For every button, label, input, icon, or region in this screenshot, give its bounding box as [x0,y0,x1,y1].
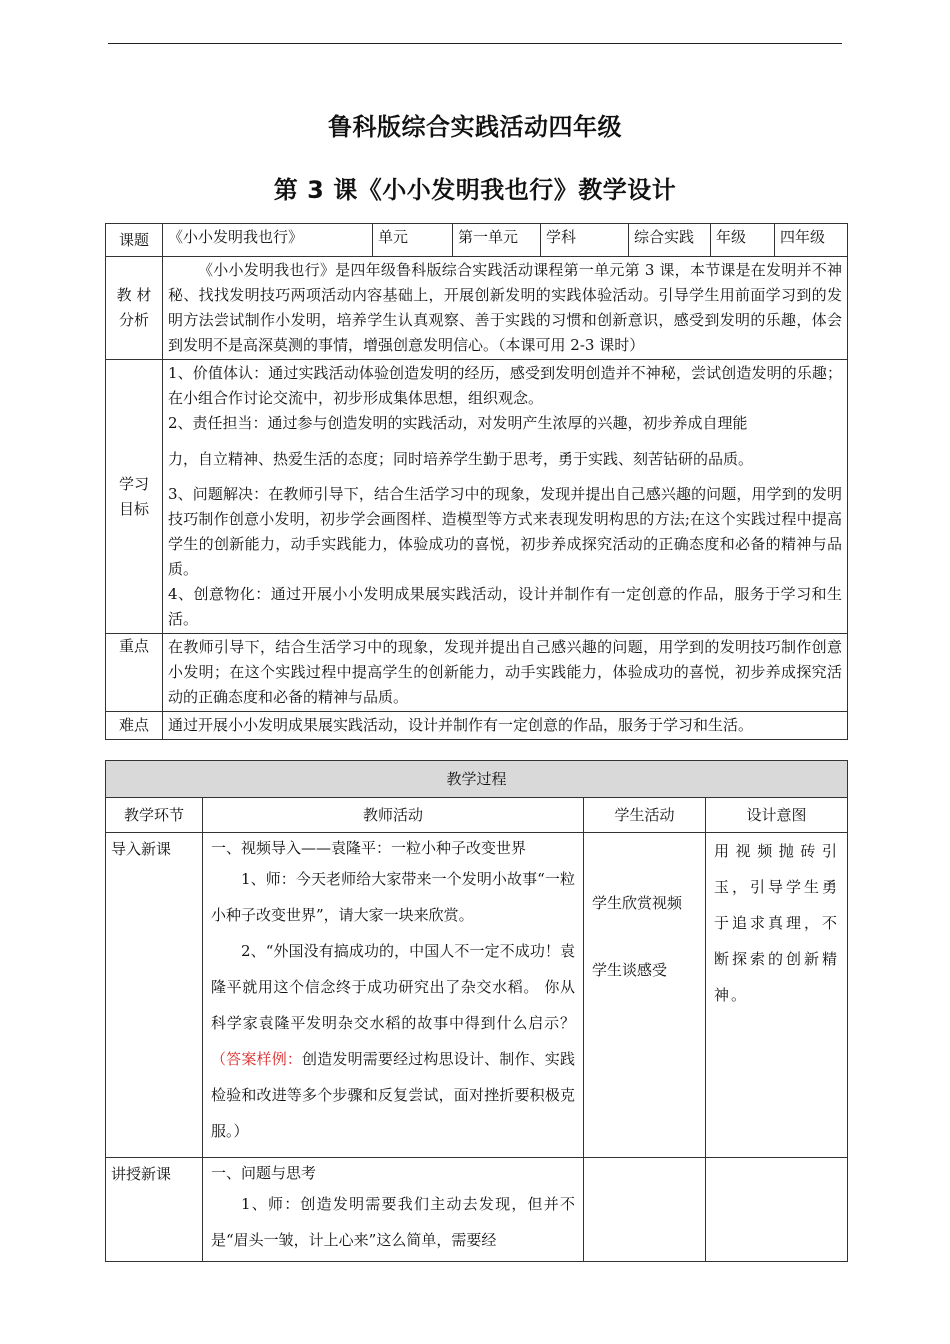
stage-new: 讲授新课 [106,1158,203,1262]
value-topic: 《小小发明我也行》 [163,224,373,257]
header-rule [108,43,842,44]
material-analysis-text: 《小小发明我也行》是四年级鲁科版综合实践活动课程第一单元第 3 课，本节课是在发明并不神秘、找找发明技巧两项活动内容基础上，开展创新发明的实践体验活动。引导学生用前面学习到的发明方法尝试制作小发明，培养学生认真观察、善于实践的习惯和创新意识，感受到发明的乐趣，体会到发明不是高深莫测的事情，增强创意发明信心。（本课可用 2-3 课时） [163,257,848,360]
col-design-intent: 设计意图 [706,798,848,833]
student-activity-new [584,1158,706,1262]
student-share-feelings: 学生谈感受 [592,961,668,979]
key-point-text: 在教师引导下，结合生活学习中的现象，发现并提出自己感兴趣的问题，用学到的发明技巧制作创意小发明；在这个实践过程中提高学生的创新能力，动手实践能力，体验成功的喜悦，初步养成探究活动的正确态度和必备的精神与品质。 [163,634,848,712]
teaching-process-table [105,760,848,1262]
info-row-basic [106,224,848,257]
label-topic: 课题 [106,224,163,257]
label-learning-goals: 学习 目标 [106,360,163,634]
stage-intro: 导入新课 [106,833,203,1158]
page-title: 鲁科版综合实践活动四年级 [328,113,622,141]
lesson-info-table [105,223,848,740]
new-heading: 一、问题与思考 [211,1164,317,1182]
col-student-activity: 学生活动 [584,798,706,833]
student-watch-video: 学生欣赏视频 [592,894,683,912]
design-intent-intro: 用视频抛砖引玉，引导学生勇于追求真理，不断探索的创新精神。 [706,833,848,1158]
value-subject: 综合实践 [629,224,711,257]
label-material-analysis: 教 材 分析 [106,257,163,360]
label-key-point: 重点 [106,634,163,712]
goal-2a: 2、责任担当：通过参与创造发明的实践活动，对发明产生浓厚的兴趣，初步养成自理能 [168,414,748,432]
difficulty-text: 通过开展小小发明成果展实践活动，设计并制作有一定创意的作品，服务于学习和生活。 [163,712,848,740]
goal-1: 1、价值体认：通过实践活动体验创造发明的经历，感受到发明创造并不神秘，尝试创造发明的乐趣；在小组合作讨论交流中，初步形成集体思想，组织观念。 [168,364,842,407]
goal-2b: 力，自立精神、热爱生活的态度；同时培养学生勤于思考，勇于实践、刻苦钻研的品质。 [168,450,754,468]
info-row-key [106,634,848,712]
label-grade: 年级 [711,224,775,257]
process-header: 教学过程 [106,761,848,798]
process-column-headers [106,798,848,833]
info-row-material [106,257,848,360]
value-unit: 第一单元 [453,224,541,257]
intro-teacher-p2: 2、“外国没有搞成功的，中国人不一定不成功！袁隆平就用这个信念终于成功研究出了杂交水稻。 你从科学家袁隆平发明杂交水稻的故事中得到什么启示？ [211,942,575,1032]
answer-sample-text: 创造发明需要经过构思设计、制作、实践检验和改进等多个步骤和反复尝试，面对挫折要积极克服。） [211,1050,575,1140]
label-unit: 单元 [373,224,453,257]
info-row-goals [106,360,848,634]
col-stage: 教学环节 [106,798,203,833]
new-teacher-p1: 1、师：创造发明需要我们主动去发现，但并不是“眉头一皱，计上心来”这么简单，需要经 [211,1195,575,1249]
answer-sample-label: （答案样例： [211,1050,303,1068]
label-subject: 学科 [541,224,629,257]
col-teacher-activity: 教师活动 [203,798,584,833]
process-row-new [106,1158,848,1262]
goal-4: 4、创意物化：通过开展小小发明成果展实践活动，设计并制作有一定创意的作品，服务于学习和生活。 [168,585,842,628]
intro-heading: 一、视频导入——袁隆平：一粒小种子改变世界 [211,839,527,857]
goal-3: 3、问题解决：在教师引导下，结合生活学习中的现象，发现并提出自己感兴趣的问题，用学到的发明技巧制作创意小发明，初步学会画图样、造模型等方式来表现发明构思的方法;在这个实践过程中提高学生的创新能力，动手实践能力，体验成功的喜悦，初步养成探究活动的正确态度和必备的精神与品质。 [168,485,842,578]
info-row-difficulty [106,712,848,740]
lesson-title: 第 3 课《小小发明我也行》教学设计 [273,176,677,204]
value-grade: 四年级 [775,224,848,257]
intro-teacher-p1: 1、师：今天老师给大家带来一个发明小故事“一粒小种子改变世界”，请大家一块来欣赏。 [211,870,575,924]
process-row-intro [106,833,848,1158]
label-difficulty: 难点 [106,712,163,740]
design-intent-new [706,1158,848,1262]
